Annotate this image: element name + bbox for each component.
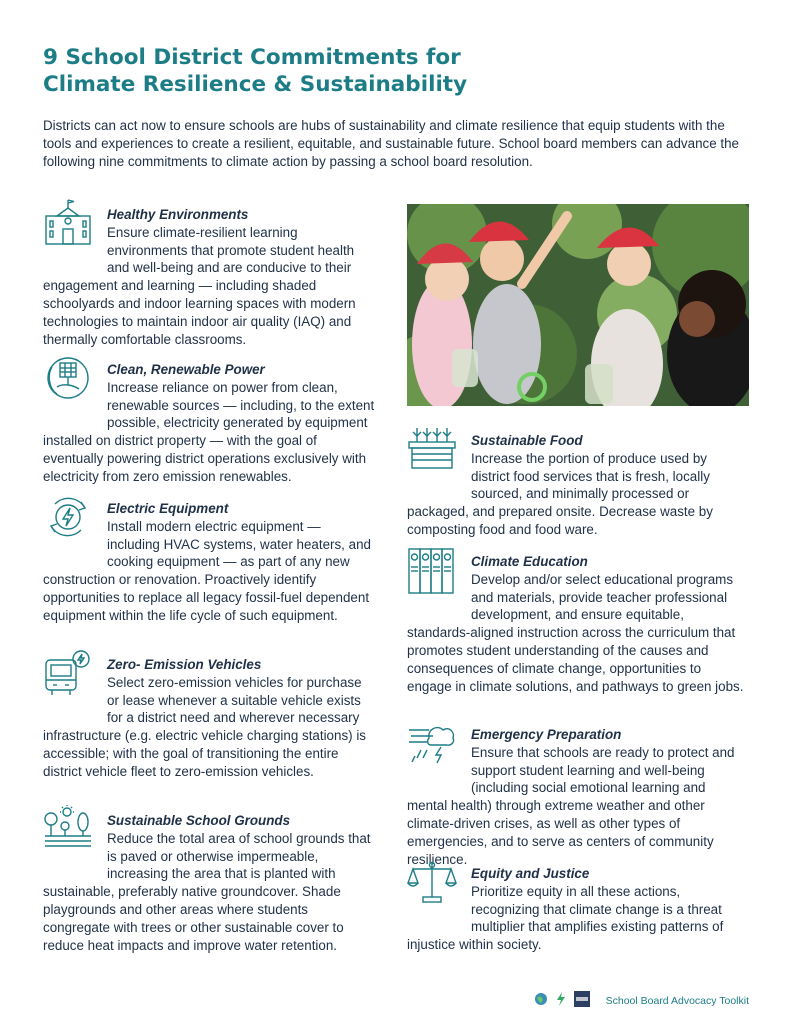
commitment-text bbox=[407, 553, 749, 695]
globe-logo-icon bbox=[534, 992, 548, 1011]
solar-globe-icon bbox=[43, 353, 93, 403]
commitment-body: Select zero-emission vehicles for purchase or lease whenever a suitable vehicle exists for a district need and wherever necessary infrastructure (e.g. electric vehicle charging stations) is accessible; with the goal of transitioning the entire district vehicle fleet to zero-emission vehicles. bbox=[43, 674, 366, 779]
footer bbox=[534, 993, 749, 1009]
commitment-heading: Sustainable Food bbox=[471, 433, 583, 448]
commitment-sustainable-food bbox=[407, 432, 749, 539]
commitment-electric-equipment bbox=[43, 500, 375, 625]
scales-icon bbox=[407, 857, 457, 907]
lightning-logo-icon bbox=[556, 992, 566, 1011]
commitment-sustainable-school-grounds bbox=[43, 812, 375, 954]
lightning-cycle-icon bbox=[43, 492, 93, 542]
commitment-healthy-environments bbox=[43, 206, 375, 348]
commitment-climate-education bbox=[407, 553, 749, 695]
trees-sun-icon bbox=[43, 804, 93, 854]
commitment-text bbox=[407, 726, 749, 868]
commitment-equity-and-justice bbox=[407, 865, 749, 954]
title-line-1: 9 School District Commitments for bbox=[43, 45, 461, 70]
commitment-emergency-preparation bbox=[407, 726, 749, 868]
commitment-body: Ensure that schools are ready to protect and support student learning and well-being (including social emotional learning and mental health) through extreme weather and other climate-driven crises, as well as other types of emergencies, and to serve as centers of community resilience. bbox=[407, 744, 735, 867]
page-title bbox=[43, 44, 743, 98]
commitment-text bbox=[407, 432, 749, 539]
title-line-2: Climate Resilience & Sustainability bbox=[43, 72, 468, 97]
commitment-heading: Climate Education bbox=[471, 554, 588, 569]
organization-logo-icon bbox=[574, 991, 590, 1012]
commitment-body: Increase the portion of produce used by district food services that is fresh, locally sourced, and minimally processed or packaged, and prepared onsite. Decrease waste by composting food and food ware. bbox=[407, 450, 713, 537]
commitment-body: Ensure climate-resilient learning environments that promote student health and well-being and are conducive to their engagement and learning — including shaded schoolyards and indoor learning spaces with modern technologies to maintain indoor air quality (IAQ) and thermally comfortable classrooms. bbox=[43, 224, 356, 347]
planter-box-icon bbox=[407, 424, 457, 474]
commitment-heading: Healthy Environments bbox=[107, 207, 249, 222]
commitment-heading: Zero- Emission Vehicles bbox=[107, 657, 262, 672]
commitment-heading: Equity and Justice bbox=[471, 866, 590, 881]
children-gardening-photo bbox=[407, 204, 749, 406]
storm-icon bbox=[407, 718, 457, 768]
commitment-body: Prioritize equity in all these actions, recognizing that climate change is a threat multiplier that amplifies existing patterns of injustice within society. bbox=[407, 883, 724, 953]
commitment-body: Develop and/or select educational programs and materials, provide teacher professional development, and ensure equitable, standards-aligned instruction across the curriculum that promotes student understanding of the causes and consequences of climate change, opportunities to engage in climate solutions, and pathways to green jobs. bbox=[407, 571, 744, 694]
books-icon bbox=[407, 545, 457, 595]
commitment-heading: Clean, Renewable Power bbox=[107, 362, 265, 377]
footer-label: School Board Advocacy Toolkit bbox=[605, 995, 749, 1007]
electric-bus-icon bbox=[43, 648, 93, 698]
commitment-body: Install modern electric equipment — including HVAC systems, water heaters, and cooking equipment — as part of any new construction or renovation. Proactively identify opportunities to replace all legacy fossil-fuel dependent equipment within the life cycle of such equipment. bbox=[43, 518, 371, 623]
school-building-icon bbox=[43, 198, 93, 248]
commitment-heading: Emergency Preparation bbox=[471, 727, 622, 742]
commitment-body: Increase reliance on power from clean, renewable sources — including, to the extent possible, electricity generated by equipment installed on district property — with the goal of eventually powering district operations exclusively with electricity from zero emission renewables. bbox=[43, 379, 375, 484]
commitment-heading: Electric Equipment bbox=[107, 501, 229, 516]
commitment-text bbox=[407, 865, 749, 954]
commitment-clean-renewable-power bbox=[43, 361, 375, 486]
commitment-zero-emission-vehicles bbox=[43, 656, 375, 781]
intro-paragraph: Districts can act now to ensure schools are hubs of sustainability and climate resilience that equip students with the tools and experiences to create a resilient, equitable, and sustainable future. School board members can advance the following nine commitments to climate action by passing a school board resolution. bbox=[43, 118, 739, 169]
commitment-body: Reduce the total area of school grounds that is paved or otherwise impermeable, increasing the area that is planted with sustainable, preferably native groundcover. Shade playgrounds and other areas where students congregate with trees or other sustainable cover to reduce heat impacts and improve water retention. bbox=[43, 830, 371, 953]
commitment-heading: Sustainable School Grounds bbox=[107, 813, 291, 828]
